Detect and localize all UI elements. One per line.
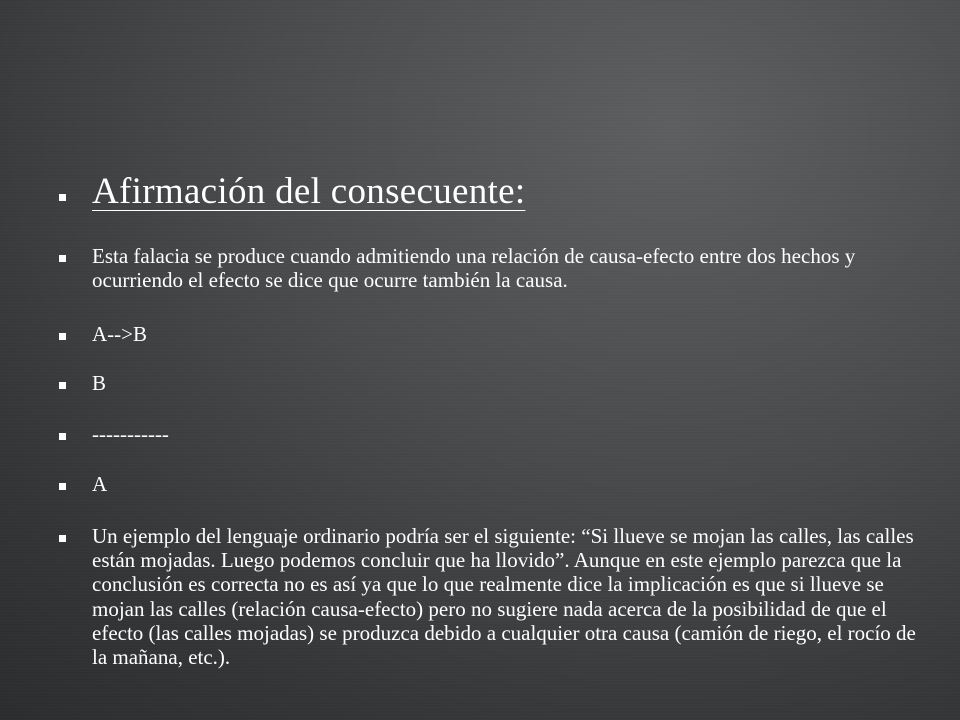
square-bullet-icon [59, 535, 66, 542]
bullet-text: B [92, 371, 107, 395]
square-bullet-icon [59, 194, 66, 201]
square-bullet-icon [59, 433, 66, 440]
slide-title: Afirmación del consecuente: [92, 171, 526, 212]
bullet-text: A [92, 472, 108, 496]
bullet-text: Un ejemplo del lenguaje ordinario podría ser el siguiente: “Si llueve se mojan las calles, las calles están mojadas. Luego podemos concluir que ha llovido”. Aunque en este ejemplo parezca que la conclusión es correcta no es así ya que lo que realmente dice la implicación es que si llueve se mojan las calles (relación causa-efecto) pero no sugiere nada acerca de la posibilidad de que el efecto (las calles mojadas) se produzca debido a cualquier otra causa (camión de riego, el rocío de la mañana, etc.). [92, 524, 916, 670]
bullet-text: ----------- [92, 422, 169, 446]
bullet-text: Esta falacia se produce cuando admitiendo una relación de causa-efecto entre dos hechos y ocurriendo el efecto se dice que ocurre también la causa. [92, 244, 856, 292]
square-bullet-icon [59, 333, 66, 340]
square-bullet-icon [59, 382, 66, 389]
bullet-text: A-->B [92, 322, 148, 346]
square-bullet-icon [59, 255, 66, 262]
square-bullet-icon [59, 483, 66, 490]
